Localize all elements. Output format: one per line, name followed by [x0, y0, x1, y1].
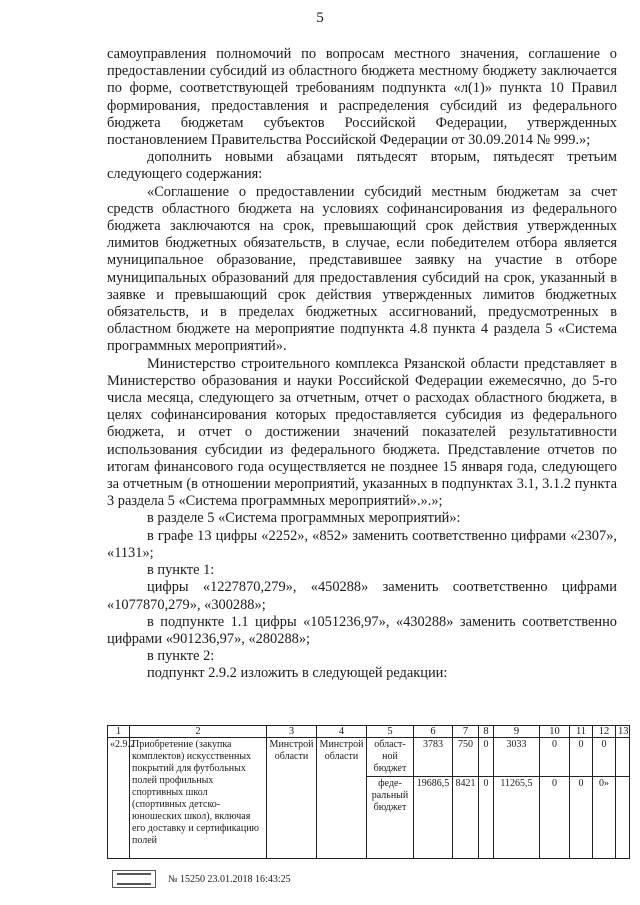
column-header: 12	[593, 726, 616, 738]
table-cell: 750	[453, 738, 479, 777]
paragraph: в графе 13 цифры «2252», «852» заменить соответственно цифрами «2307», «1131»;	[107, 527, 617, 561]
table-cell	[616, 777, 630, 859]
paragraph: Министерство строительного комплекса Рязанской области представляет в Министерство образования и науки Российской Федерации ежемесячно, до 5-го числа месяца, следующего за отчетным, отчет о расходах областного бюджета, в целях софинансирования которых предоставляется субсидия из федерального бюджета, и отчет о достижении значений показателей результативности использования субсидии из федерального бюджета. Представление отчетов по итогам финансового года осуществляется не позднее 15 января года, следующего за отчетным (в отношении мероприятий, указанных в подпунктах 3.1, 3.1.2 пункта 3 раздела 5 «Система программных мероприятий».».»;	[107, 355, 617, 510]
paragraph: самоуправления полномочий по вопросам местного значения, соглашение о предоставлении субсидий из областного бюджета местному бюджету заключается по форме, соответствующей требованиям подпункта «л(1)» пункта 10 Правил формирования, предоставления и распределения субсидий из федерального бюджета бюджетам субъектов Российской Федерации, утвержденных постановлением Правительства Российской Федерации от 30.09.2014 № 999.»;	[107, 46, 617, 149]
table-cell: 11265,5	[494, 777, 540, 859]
table-cell: 0	[540, 738, 570, 777]
paragraph: подпункт 2.9.2 изложить в следующей редакции:	[147, 665, 448, 682]
row-number: «2.9.2	[108, 738, 130, 859]
program-table	[107, 725, 629, 859]
paragraph: в пункте 1:	[147, 562, 215, 579]
column-header: 7	[453, 726, 479, 738]
table-cell: 0	[479, 738, 494, 777]
paragraph: дополнить новыми абзацами пятьдесят вторым, пятьдесят третьим следующего содержания:	[107, 149, 617, 183]
table-cell: 3783	[414, 738, 453, 777]
table-cell: 19686,5	[414, 777, 453, 859]
row-executor: Минстрой области	[267, 738, 317, 859]
column-header: 11	[570, 726, 593, 738]
table-cell: 0	[570, 738, 593, 777]
table-cell: 0	[593, 738, 616, 777]
column-header: 3	[267, 726, 317, 738]
column-header: 8	[479, 726, 494, 738]
table-cell: 0	[540, 777, 570, 859]
paragraph: в подпункте 1.1 цифры «1051236,97», «430288» заменить соответственно цифрами «901236,97», «280288»;	[107, 613, 617, 647]
column-header: 2	[130, 726, 267, 738]
table-cell: 3033	[494, 738, 540, 777]
row-coexecutor: Минстрой области	[317, 738, 367, 859]
registry-stamp-icon	[112, 870, 156, 888]
column-header: 10	[540, 726, 570, 738]
column-header: 4	[317, 726, 367, 738]
footer	[112, 870, 291, 888]
document-body	[107, 46, 617, 683]
row-name: Приобретение (закупка комплектов) искусственных покрытий для футбольных полей профильных спортивных школ (спортивных детско-юношеских школ), включая его доставку и сертификацию полей	[130, 738, 267, 859]
table-cell: 0	[570, 777, 593, 859]
paragraph: в пункте 2:	[147, 648, 215, 665]
column-header: 1	[108, 726, 130, 738]
column-header: 6	[414, 726, 453, 738]
paragraph: в разделе 5 «Система программных мероприятий»:	[147, 510, 461, 527]
table-cell: 0	[479, 777, 494, 859]
paragraph: цифры «1227870,279», «450288» заменить соответственно цифрами «1077870,279», «300288»;	[107, 579, 617, 613]
document-reference: № 15250 23.01.2018 16:43:25	[168, 873, 291, 885]
column-header: 5	[367, 726, 414, 738]
funding-source: феде-ральный бюджет	[367, 777, 414, 859]
table-cell	[616, 738, 630, 777]
paragraph: «Соглашение о предоставлении субсидий местным бюджетам за счет средств областного бюджета на условиях софинансирования из федерального бюджета заключаются на срок, превышающий срок действия утвержденных лимитов бюджетных обязательств, в случае, если победителем отбора является муниципальное образование, представившее заявку на участие в отборе муниципальных образований для предоставления субсидий на срок, указанный в заявке и превышающий срок действия утвержденных лимитов бюджетных обязательств, и в пределах бюджетных ассигнований, предусмотренных в областном бюджете на мероприятие подпункта 4.8 пункта 4 раздела 5 «Система программных мероприятий».	[107, 183, 617, 355]
table-cell: 0»	[593, 777, 616, 859]
table-cell: 8421	[453, 777, 479, 859]
table-row	[108, 738, 630, 777]
table-header-row	[108, 726, 630, 738]
column-header: 9	[494, 726, 540, 738]
page-number: 5	[316, 10, 324, 26]
funding-source: област-ной бюджет	[367, 738, 414, 777]
column-header: 13	[616, 726, 630, 738]
